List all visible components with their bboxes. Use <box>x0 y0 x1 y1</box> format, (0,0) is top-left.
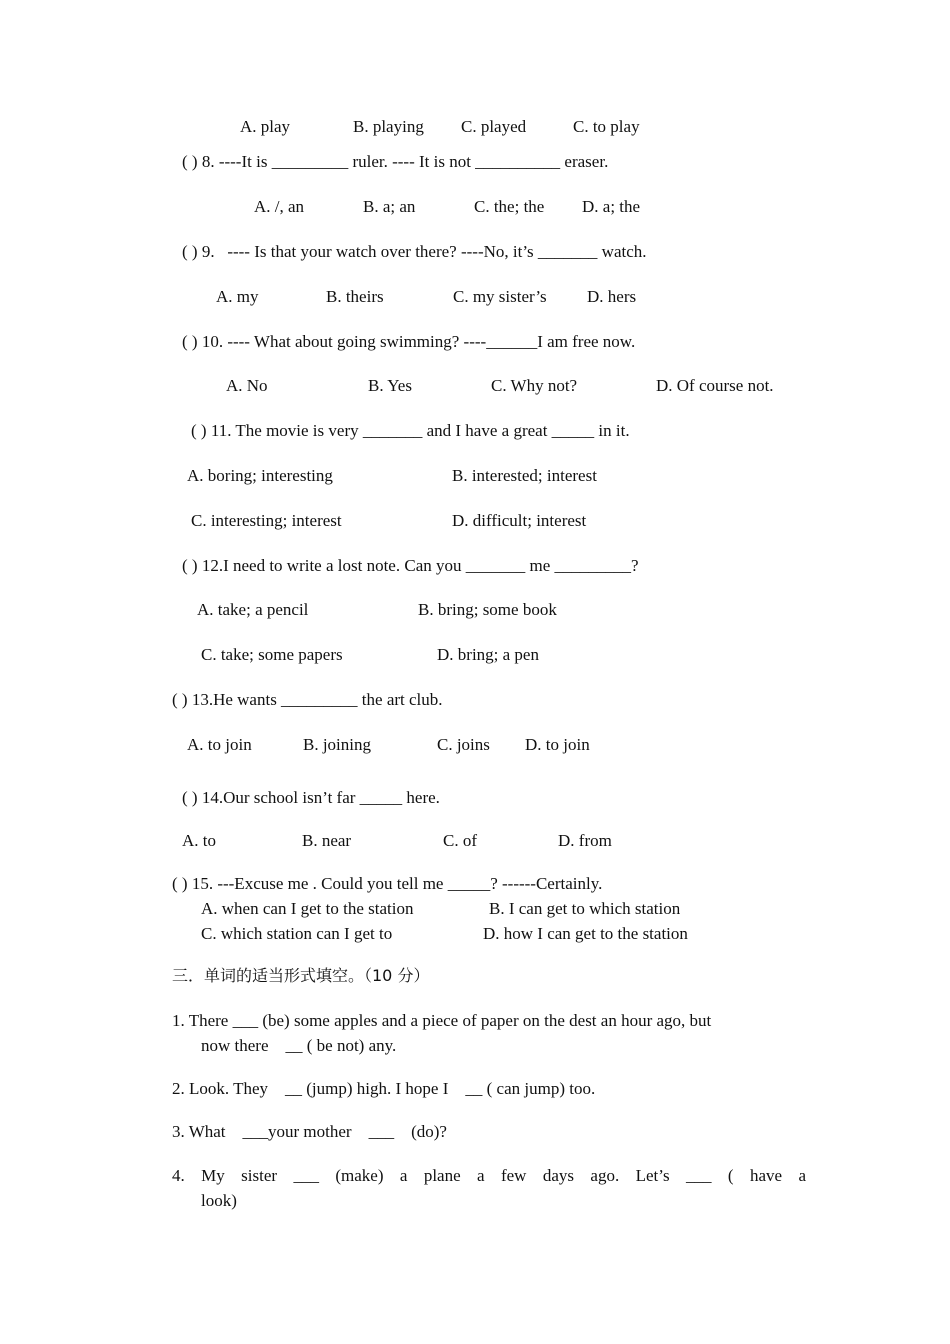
q11-option-d: D. difficult; interest <box>452 511 587 530</box>
q11-option-a: A. boring; interesting <box>187 466 333 485</box>
q13-option-d: D. to join <box>525 735 590 754</box>
q10-option-a: A. No <box>226 376 268 395</box>
q15-option-a: A. when can I get to the station <box>201 899 414 918</box>
q13-option-b: B. joining <box>303 735 372 754</box>
q8-option-c: C. the; the <box>474 197 545 216</box>
q7-option-a: A. play <box>240 117 291 136</box>
q8-option-d: D. a; the <box>582 197 641 216</box>
q15-option-d: D. how I can get to the station <box>483 924 688 943</box>
q12-stem: ( ) 12.I need to write a lost note. Can you _______ me _________? <box>182 556 639 575</box>
q9-option-a: A. my <box>216 287 259 306</box>
q10-option-d: D. Of course not. <box>656 376 774 395</box>
q11-stem: ( ) 11. The movie is very _______ and I have a great _____ in it. <box>191 421 630 440</box>
q12-option-a: A. take; a pencil <box>197 600 309 619</box>
fill-item-2: 2. Look. They __ (jump) high. I hope I __ ( can jump) too. <box>172 1079 596 1098</box>
q10-option-b: B. Yes <box>368 376 412 395</box>
q15-stem: ( ) 15. ---Excuse me . Could you tell me _____? ------Certainly. <box>172 874 603 893</box>
q9-option-d: D. hers <box>587 287 637 306</box>
q13-stem: ( ) 13.He wants _________ the art club. <box>172 690 443 709</box>
q12-option-d: D. bring; a pen <box>437 645 539 664</box>
q9-option-b: B. theirs <box>326 287 384 306</box>
q7-option-c: C. played <box>461 117 527 136</box>
q14-option-a: A. to <box>182 831 216 850</box>
q8-option-b: B. a; an <box>363 197 416 216</box>
q10-option-c: C. Why not? <box>491 376 578 395</box>
q11-option-b: B. interested; interest <box>452 466 597 485</box>
fill-item-4-line2: look) <box>201 1191 237 1210</box>
q8-option-a: A. /, an <box>254 197 305 216</box>
q7-option-b: B. playing <box>353 117 424 136</box>
q13-option-c: C. joins <box>437 735 490 754</box>
q12-option-b: B. bring; some book <box>418 600 557 619</box>
fill-item-4-line1: 4. My sister ___ (make) a plane a few days ago. Let’s ___ ( have a <box>172 1166 806 1185</box>
q9-stem: ( ) 9. ---- Is that your watch over there? ----No, it’s _______ watch. <box>182 242 647 261</box>
q8-stem: ( ) 8. ----It is _________ ruler. ---- It is not __________ eraser. <box>182 152 609 171</box>
q14-option-b: B. near <box>302 831 352 850</box>
q14-option-c: C. of <box>443 831 477 850</box>
section3-heading: 三．单词的适当形式填空。（10 分） <box>172 966 430 985</box>
q11-option-c: C. interesting; interest <box>191 511 342 530</box>
fill-item-3: 3. What ___your mother ___ (do)? <box>172 1122 447 1141</box>
q14-stem: ( ) 14.Our school isn’t far _____ here. <box>182 788 440 807</box>
q7-option-d: C. to play <box>573 117 640 136</box>
fill-item-1-line2: now there __ ( be not) any. <box>201 1036 397 1055</box>
q9-option-c: C. my sister’s <box>453 287 547 306</box>
q12-option-c: C. take; some papers <box>201 645 343 664</box>
q14-option-d: D. from <box>558 831 612 850</box>
q15-option-c: C. which station can I get to <box>201 924 393 943</box>
fill-item-1-line1: 1. There ___ (be) some apples and a piece of paper on the dest an hour ago, but <box>172 1011 712 1030</box>
q10-stem: ( ) 10. ---- What about going swimming? ----______I am free now. <box>182 332 636 351</box>
q15-option-b: B. I can get to which station <box>489 899 681 918</box>
q13-option-a: A. to join <box>187 735 252 754</box>
